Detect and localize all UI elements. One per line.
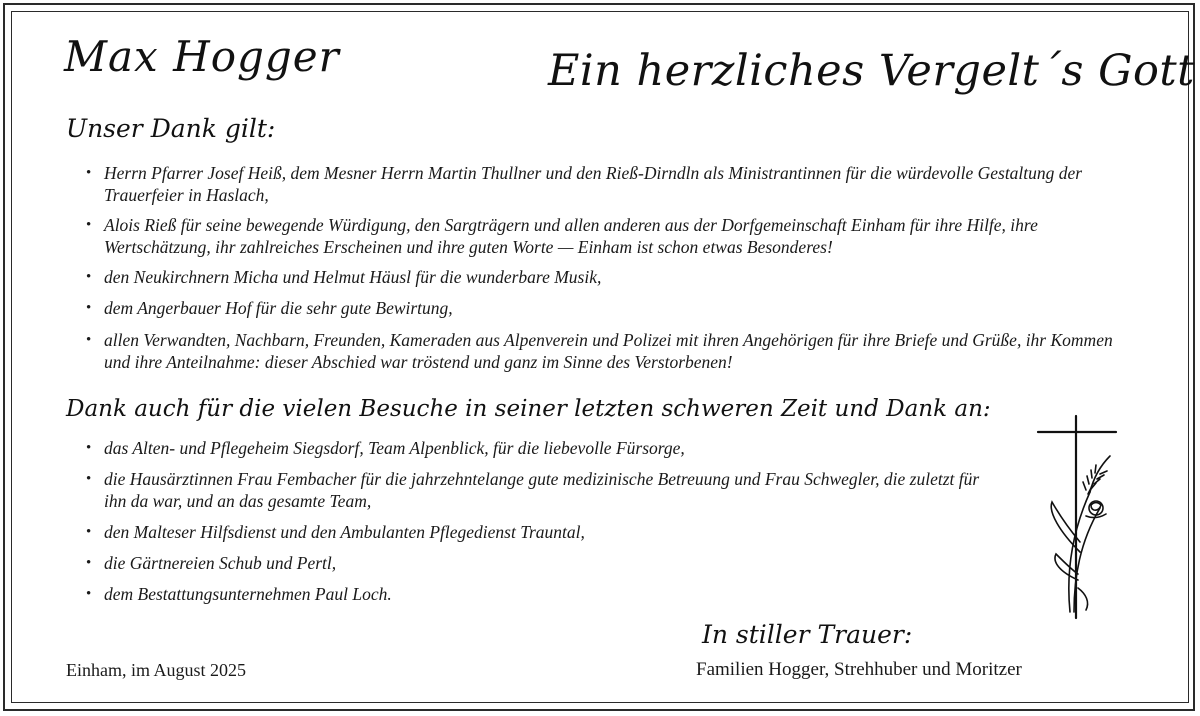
list-item-text: das Alten- und Pflegeheim Siegsdorf, Team Alpenblick, für die liebevolle Fürsorge,: [104, 438, 685, 458]
list-item-text: die Gärtnereien Schub und Pertl,: [104, 553, 337, 573]
list-item: [86, 521, 986, 543]
bullet-icon: •: [86, 165, 92, 181]
bullet-icon: •: [86, 269, 92, 285]
bullet-icon: •: [86, 217, 92, 233]
list-item: [86, 266, 1126, 288]
list-item-text: Alois Rieß für seine bewegende Würdigung, den Sargträgern und allen anderen aus der Dorfgemeinschaft Einham für ihre Hilfe, ihre Wertschätzung, ihr zahlreiches Erscheinen und ihre guten Worte — Einham ist schon etwas Besonderes!: [104, 215, 1038, 257]
list-item: [86, 214, 1126, 258]
bullet-icon: •: [86, 300, 92, 316]
bullet-icon: •: [86, 555, 92, 571]
list-item: [86, 552, 986, 574]
list-item-text: allen Verwandten, Nachbarn, Freunden, Kameraden aus Alpenverein und Polizei mit ihren Angehörigen für ihre Briefe und Grüße, ihr Kommen und ihre Anteilnahme: dieser Abschied war tröstend und ganz im Sinne des Verstorbenen!: [104, 330, 1113, 372]
closing-phrase: In stiller Trauer:: [702, 620, 913, 649]
thanks-list: [86, 162, 1126, 373]
list-item-text: Herrn Pfarrer Josef Heiß, dem Mesner Herrn Martin Thullner und den Rieß-Dirndln als Ministrantinnen für die würdevolle Gestaltung der Trauerfeier in Haslach,: [104, 163, 1083, 205]
list-item: [86, 162, 1126, 206]
list-item-text: dem Bestattungsunternehmen Paul Loch.: [104, 584, 392, 604]
bullet-icon: •: [86, 440, 92, 456]
cross-with-rose-and-wheat-icon: [1030, 412, 1120, 622]
place-and-date: Einham, im August 2025: [66, 660, 246, 680]
bullet-icon: •: [86, 524, 92, 540]
list-item-text: den Neukirchnern Micha und Helmut Häusl für die wunderbare Musik,: [104, 267, 602, 287]
section-title-visits: Dank auch für die vielen Besuche in seiner letzten schweren Zeit und Dank an:: [66, 396, 991, 422]
list-item: [86, 468, 986, 512]
family-signature: Familien Hogger, Strehhuber und Moritzer: [696, 659, 1022, 680]
bullet-icon: •: [86, 332, 92, 348]
headline: Ein herzliches Vergelt´s Gott: [548, 46, 1195, 96]
section-title-thanks: Unser Dank gilt:: [66, 114, 276, 143]
list-item-text: die Hausärztinnen Frau Fembacher für die jahrzehntelange gute medizinische Betreuung und Frau Schwegler, die zuletzt für ihn da war, und an das gesamte Team,: [104, 469, 980, 511]
bullet-icon: •: [86, 586, 92, 602]
list-item: [86, 583, 986, 605]
deceased-name: Max Hogger: [64, 32, 340, 81]
list-item-text: den Malteser Hilfsdienst und den Ambulanten Pflegedienst Trauntal,: [104, 522, 585, 542]
visits-list: [86, 437, 986, 614]
list-item-text: dem Angerbauer Hof für die sehr gute Bewirtung,: [104, 298, 453, 318]
list-item: [86, 329, 1126, 373]
list-item: [86, 297, 1126, 319]
bullet-icon: •: [86, 471, 92, 487]
list-item: [86, 437, 986, 459]
